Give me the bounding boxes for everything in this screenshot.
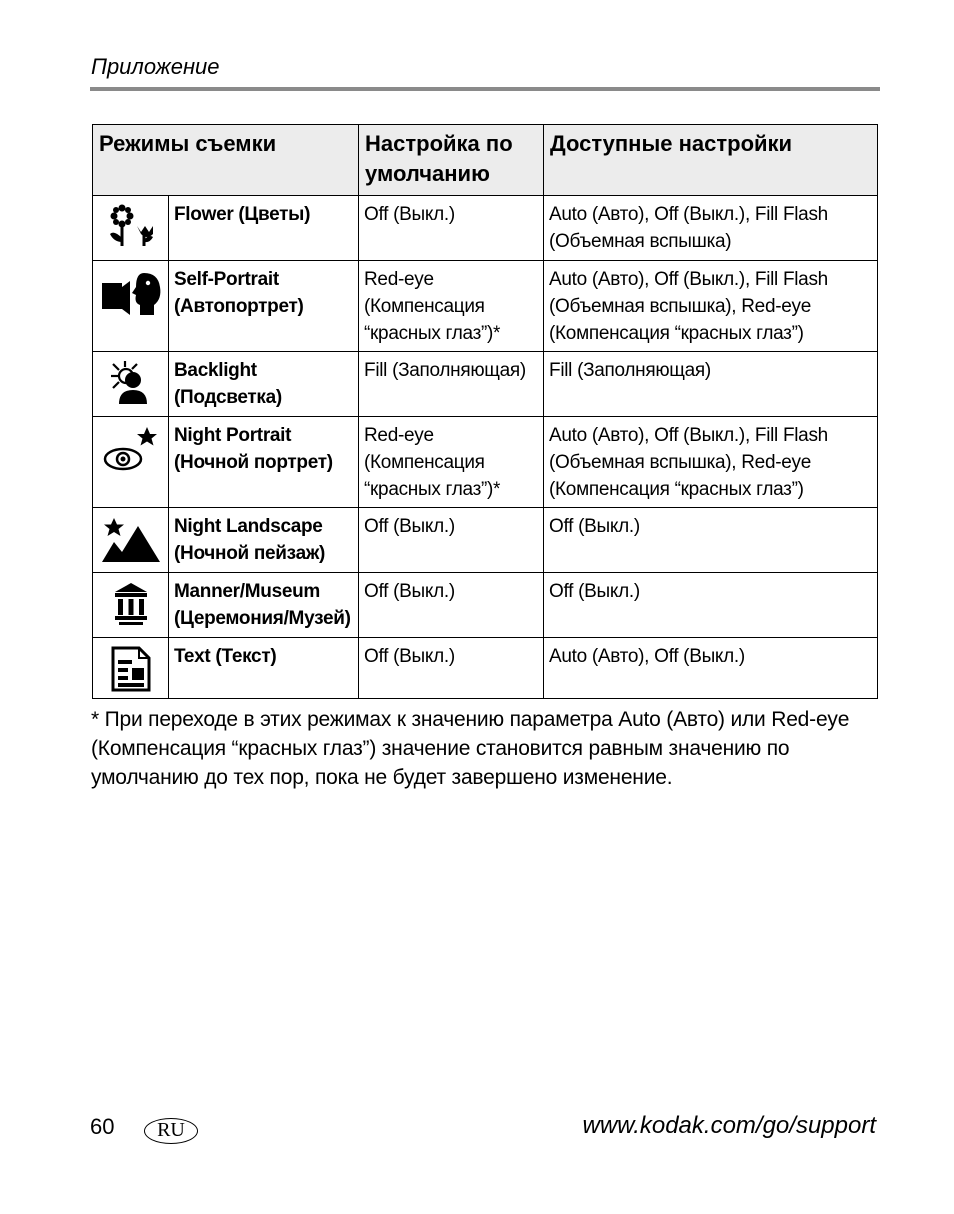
mode-name: Text (Текст)	[169, 638, 359, 699]
table-row	[93, 417, 878, 508]
default-setting: Off (Выкл.)	[359, 508, 544, 573]
available-settings: Off (Выкл.)	[544, 508, 878, 573]
backlight-icon	[93, 360, 168, 406]
mode-name: Flower (Цветы)	[169, 196, 359, 261]
scene-modes-table	[92, 124, 878, 699]
column-header-available: Доступные настройки	[544, 125, 878, 196]
header-divider	[90, 87, 880, 91]
table-row	[93, 638, 878, 699]
night-landscape-icon	[93, 516, 168, 562]
text-document-icon	[93, 646, 168, 692]
table-row	[93, 508, 878, 573]
page-header-title: Приложение	[91, 54, 220, 79]
default-setting: Red-eye (Компенсация “красных глаз”)*	[359, 261, 544, 352]
default-setting: Off (Выкл.)	[359, 573, 544, 638]
default-setting: Off (Выкл.)	[359, 196, 544, 261]
table-row	[93, 573, 878, 638]
table-header-row	[93, 125, 878, 196]
mode-name: Night Landscape (Ночной пейзаж)	[169, 508, 359, 573]
flower-icon	[93, 204, 168, 248]
column-header-modes: Режимы съемки	[93, 125, 359, 196]
default-setting: Red-eye (Компенсация “красных глаз”)*	[359, 417, 544, 508]
table-row	[93, 261, 878, 352]
language-badge: RU	[144, 1118, 198, 1144]
night-portrait-icon	[93, 425, 168, 471]
available-settings: Fill (Заполняющая)	[544, 352, 878, 417]
default-setting: Off (Выкл.)	[359, 638, 544, 699]
available-settings: Auto (Авто), Off (Выкл.), Fill Flash (Объемная вспышка), Red-eye (Компенсация “красных глаз”)	[544, 417, 878, 508]
table-row	[93, 196, 878, 261]
default-setting: Fill (Заполняющая)	[359, 352, 544, 417]
support-url[interactable]: www.kodak.com/go/support	[582, 1112, 876, 1139]
column-header-default: Настройка по умолчанию	[359, 125, 544, 196]
self-portrait-icon	[93, 269, 168, 315]
page-number: 60	[90, 1114, 115, 1139]
museum-icon	[93, 581, 168, 627]
available-settings: Auto (Авто), Off (Выкл.), Fill Flash (Объемная вспышка)	[544, 196, 878, 261]
available-settings: Off (Выкл.)	[544, 573, 878, 638]
mode-name: Night Portrait (Ночной портрет)	[169, 417, 359, 508]
table-row	[93, 352, 878, 417]
mode-name: Manner/Museum (Церемония/Музей)	[169, 573, 359, 638]
mode-name: Backlight (Подсветка)	[169, 352, 359, 417]
mode-name: Self-Portrait (Автопортрет)	[169, 261, 359, 352]
available-settings: Auto (Авто), Off (Выкл.), Fill Flash (Объемная вспышка), Red-eye (Компенсация “красных глаз”)	[544, 261, 878, 352]
available-settings: Auto (Авто), Off (Выкл.)	[544, 638, 878, 699]
footnote: * При переходе в этих режимах к значению параметра Auto (Авто) или Red-eye (Компенсация “красных глаз”) значение становится равным значению по умолчанию до тех пор, пока не будет завершено изменение.	[91, 708, 850, 789]
